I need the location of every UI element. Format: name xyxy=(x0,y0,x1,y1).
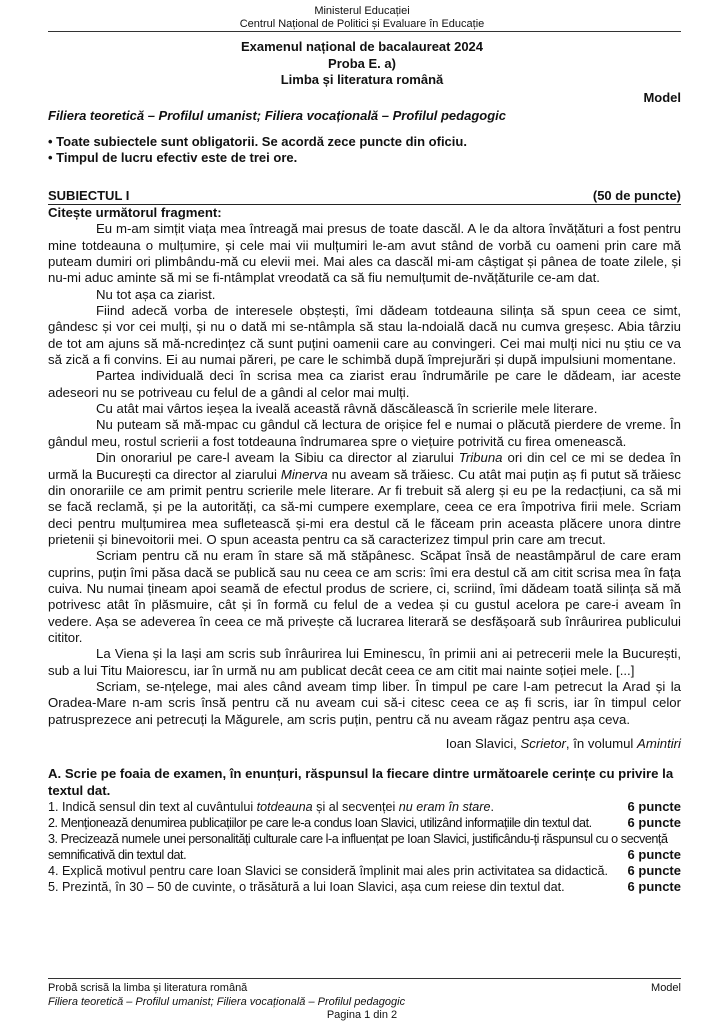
points: 6 puncte xyxy=(627,799,681,814)
text: semnificativă din textul dat. xyxy=(48,848,187,862)
points: 6 puncte xyxy=(627,879,681,894)
text: . xyxy=(490,800,494,814)
text: 4. Explică motivul pentru care Ioan Slavici se consideră împlinit mai ales prin activitatea sa didactică. xyxy=(48,864,608,878)
text: , în volumul xyxy=(565,736,638,751)
section-name: SUBIECTUL I xyxy=(48,188,130,203)
fragment xyxy=(48,205,681,752)
paragraph: Nu tot așa ca ziarist. xyxy=(96,286,216,302)
section-header xyxy=(48,188,681,205)
question-4 xyxy=(48,863,681,879)
text: 3. Precizează numele unei personalități culturale care l-a influențat pe Ioan Slavici, justificându-ți răspunsul cu o secvență xyxy=(48,832,668,846)
rule-2: • Timpul de lucru efectiv este de trei ore. xyxy=(48,150,298,165)
text: nu eram în stare xyxy=(398,800,491,814)
points: 6 puncte xyxy=(627,863,681,878)
text: și al secvenței xyxy=(312,800,399,814)
text: totdeauna xyxy=(256,800,313,814)
questions xyxy=(48,799,681,895)
exam-proba: Proba E. a) xyxy=(328,55,396,71)
paragraph: Scriam, se-nțelege, mai ales când aveam timp liber. În timpul pe care l-am petrecut la Arad și la Oradea-Mare n-am scris însă pentru că nu aveam cui să-i citesc ceea ce aș fi scris, iar în timpul celor patrusprezece ani petrecuți la Măgurele, am scris puțin, pentru că nu aveam răgaz pentru așa ceva. xyxy=(48,678,681,727)
text: nu aveam să trăiesc. Cu atât mai puțin aș fi putut să trăiesc din onorariile ce am primit pentru scrierile mele literare. Ar fi trebuit să alerg și eu pe la redacțiuni, ca să mi se facă reclamă, și pe la autorități, ca să-mi cumpere exemplare, ceea ce era împotriva firii mele. Scriam deci pentru mulțumirea mea sufletească și-mi era destul că le făceam prin aceasta plăcere unora dintre prietenii și binevoitorii mei. O spun aceasta pentru ca să caracterizez timpul prin care am trecut. xyxy=(48,466,681,547)
paragraph: La Viena și la Iași am scris sub înrâurirea lui Eminescu, în primii ani ai petrecerii mele la București, sub a lui Titu Maiorescu, iar în urmă nu am publicat decât ceea ce am citit mai nainte soției mele. [...] xyxy=(48,646,681,678)
page-number: Pagina 1 din 2 xyxy=(326,1009,398,1021)
paragraph: Fiind adecă vorba de interesele obștești, îmi dădeam totdeauna silința să spun ceea ce simt, gândesc și vor cei mulți, și nu o dată mi se-ntâmpla să stau la-ndoială dacă nu cumva greșesc. Abia târziu de tot am ajuns să mă-ncredințez că sunt puțini oamenii care au convingeri. Cei mai mulți nici nu știu ce va să zică a fi convins. Ei au numai păreri, pe care le schimbă după împrejurări și după impulsiuni momentane. xyxy=(48,303,681,368)
rule-2-text: Timpul de lucru efectiv este de trei ore. xyxy=(56,150,298,165)
footer-divider xyxy=(48,978,681,979)
book-title: Amintiri xyxy=(637,736,681,751)
section-points: (50 de puncte) xyxy=(592,188,681,203)
instruction: Citește următorul fragment: xyxy=(48,205,222,220)
exam-title: Examenul național de bacalaureat 2024 xyxy=(240,39,484,54)
question-5 xyxy=(48,879,681,895)
work-title: Scrietor xyxy=(520,736,566,751)
paragraph: Eu m-am simțit viața mea întreagă mai presus de toate dascăl. A le da altora învățături a fost pentru mine totdeauna o mulțumire, și cele mai vii mulțumiri le-am avut stând de vorbă cu oameni prin care mă puteam dumiri ori plimbându-mă cu elevii mei. Mai ales ca dascăl mi-am câștigat și pânea de toate zilele, și nu-mi aduc aminte să mi se fi-ntâmplat vreodată ca să fiu nemulțumit de-nvățăturile ce-am dat. xyxy=(48,221,681,286)
header-divider xyxy=(48,31,681,32)
footer-model: Model xyxy=(651,982,681,994)
question-2 xyxy=(48,815,681,831)
newspaper-title: Minerva xyxy=(280,466,328,482)
author: Ioan Slavici, xyxy=(445,736,521,751)
footer-row xyxy=(48,982,681,996)
rule-1: • Toate subiectele sunt obligatorii. Se acordă zece puncte din oficiu. xyxy=(48,134,467,149)
filiera: Filiera teoretică – Profilul umanist; Filiera vocațională – Profilul pedagogic xyxy=(48,108,507,123)
exam-subject: Limba și literatura română xyxy=(280,72,444,87)
source-citation xyxy=(48,736,681,752)
paragraph: Nu puteam să mă-mpac cu gândul că lectura de orișice fel e numai o plăcută pierdere de vreme. În gândul meu, rostul scrierii a fost totdeauna îndrumarea spre o viețuire potrivită cu firea omenească. xyxy=(48,417,681,449)
text: ori din cel ce mi se dedea în urmă la București ca director al ziarului xyxy=(48,450,681,482)
text: Din onorariul pe care-l aveam la Sibiu ca director al ziarului xyxy=(96,450,459,466)
text: 1. Indică sensul din text al cuvântului xyxy=(48,800,257,814)
paragraph: Cu atât mai vârtos ieșea la iveală această râvnă dăscălească în scrierile mele literare. xyxy=(96,401,598,417)
footer-exam: Probă scrisă la limba și literatura română xyxy=(48,982,248,994)
ministry-name: Ministerul Educației xyxy=(314,5,410,17)
question-3-cont xyxy=(48,847,681,863)
paragraph xyxy=(48,450,681,548)
rule-1-text: Toate subiectele sunt obligatorii. Se acordă zece puncte din oficiu. xyxy=(56,134,467,149)
text: 5. Prezintă, în 30 – 50 de cuvinte, o trăsătură a lui Ioan Slavici, așa cum reiese din textul dat. xyxy=(48,880,565,894)
question-1 xyxy=(48,799,681,815)
text: 2. Menționează denumirea publicațiilor pe care le-a condus Ioan Slavici, utilizând informațiile din textul dat. xyxy=(48,816,592,830)
center-name: Centrul Național de Politici și Evaluare în Educație xyxy=(239,18,485,30)
model-label: Model xyxy=(643,90,681,105)
paragraph: Partea individuală deci în scrisa mea ca ziarist erau îndrumările pe care le dădeam, iar aceste adeseori nu se potriveau cu felul de a gândi al celor mai mulți. xyxy=(48,368,681,400)
newspaper-title: Tribuna xyxy=(458,450,503,466)
paragraph: Scriam pentru că nu eram în stare să mă stăpânesc. Scăpat însă de neastâmpărul de care eram cuprins, puțin îmi păsa dacă se publică sau nu ceea ce am scris: îmi era destul că am citit scrisa mea în fața cuiva. Nu numai țineam apoi seamă de efectul produs de scriere, ci, scriind, îmi dădeam toată silința să mă potrivesc atât în plăsmuire, cât și în formă cu felul de a vedea și cu gustul acelora pe care-i aveam în vedere. Așa se adeverea în ceea ce mă privește că lucrarea literară se desfășoară sub înrâurirea publicului cititor. xyxy=(48,548,681,645)
part-a-heading: A. Scrie pe foaia de examen, în enunțuri, răspunsul la fiecare dintre următoarele cerințe cu privire la textul dat. xyxy=(48,766,674,798)
footer-filiera: Filiera teoretică – Profilul umanist; Filiera vocațională – Profilul pedagogic xyxy=(48,996,406,1008)
points: 6 puncte xyxy=(627,847,681,862)
points: 6 puncte xyxy=(627,815,681,830)
question-3 xyxy=(48,831,681,847)
